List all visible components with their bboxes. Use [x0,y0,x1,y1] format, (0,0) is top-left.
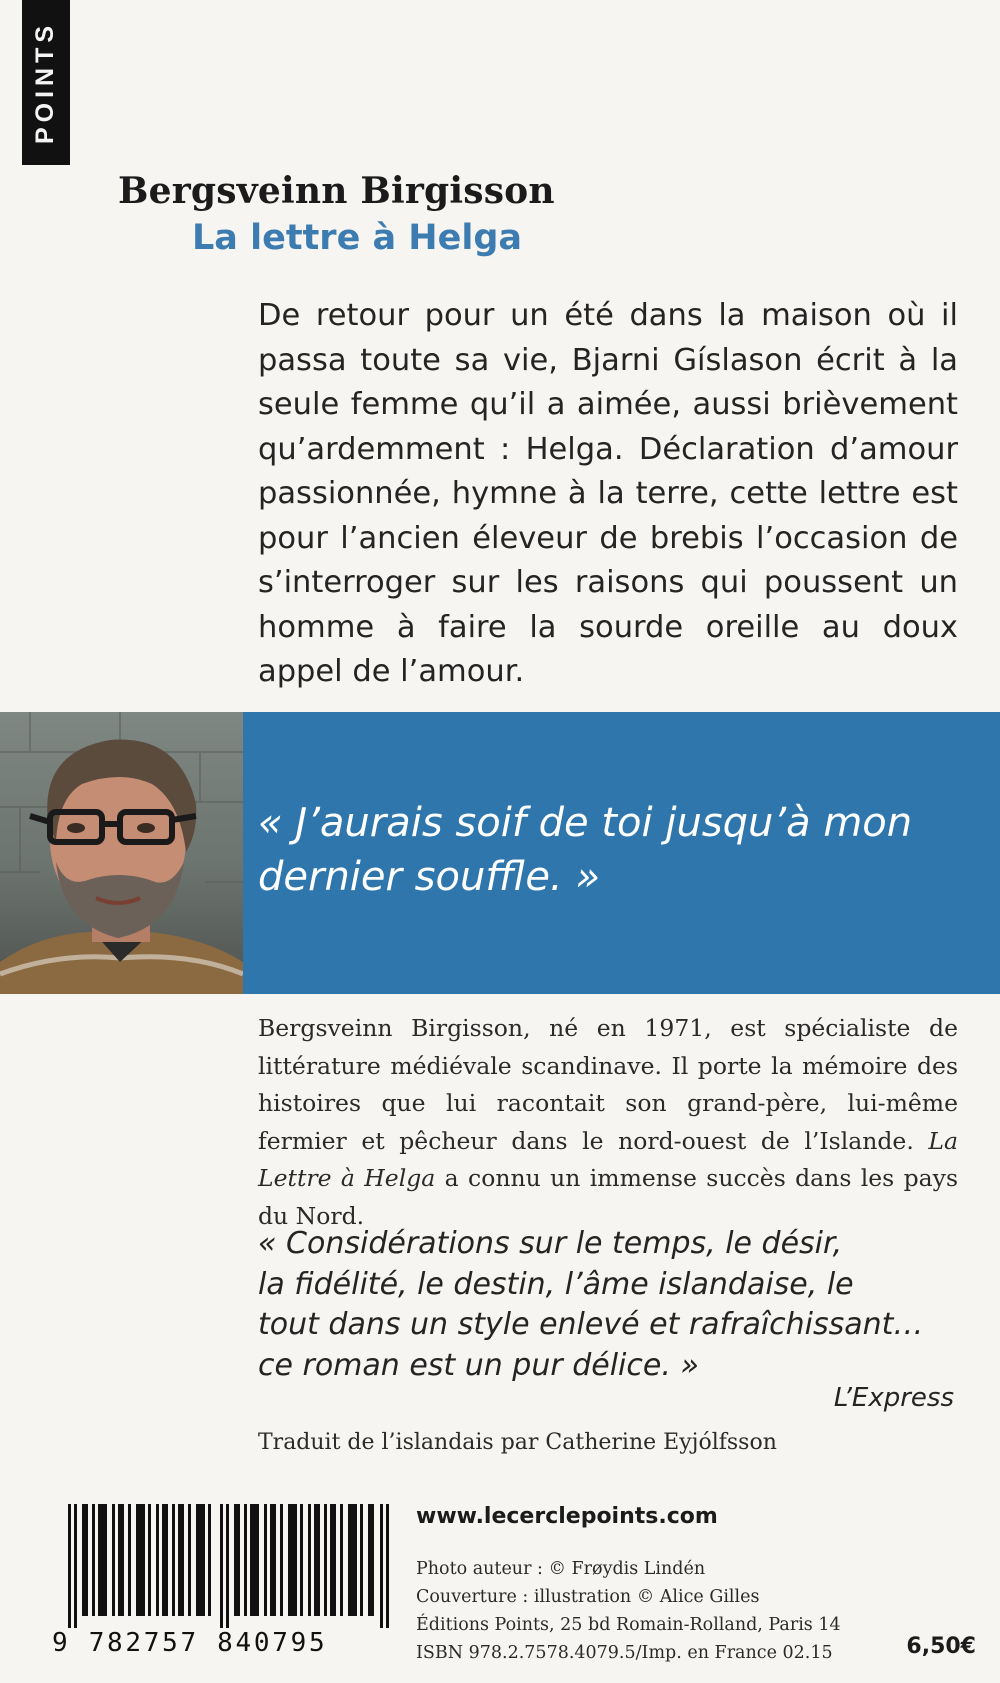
price-label: 6,50€ [906,1634,976,1659]
publisher-address: Éditions Points, 25 bd Romain-Rolland, Paris 14 [416,1615,841,1635]
author-bio-text-end: a connu un immense succès dans les pays du Nord. [258,1164,958,1230]
cover-credit: Couverture : illustration © Alice Gilles [416,1587,760,1607]
translator-credit: Traduit de l’islandais par Catherine Eyjólfsson [258,1430,777,1455]
author-bio [258,1010,958,1235]
press-quote-line-3: tout dans un style enlevé et rafraîchissant… [258,1307,924,1342]
press-quote-line-2: la fidélité, le destin, l’âme islandaise, le [258,1266,854,1302]
author-bio-book-reference: La Lettre à Helga [258,1126,958,1192]
pull-quote-line-2: dernier souffle. » [258,854,601,900]
isbn-barcode [52,1504,392,1662]
publication-credits [416,1555,856,1667]
press-quote [258,1224,958,1386]
book-blurb: De retour pour un été dans la maison où il passa toute sa vie, Bjarni Gíslason écrit à la seule femme qu’il a aimée, aussi brièvement qu’ardemment : Helga. Déclaration d’amour passionnée, hymne à la terre, cette lettre est pour l’ancien éleveur de brebis l’occasion de s’interroger sur les raisons qui poussent un homme à faire la sourde oreille au doux appel de l’amour. [258,298,958,689]
quote-band [0,712,1000,994]
press-quote-line-4: ce roman est un pur délice. » [258,1347,699,1383]
press-quote-source: L’Express [833,1383,954,1413]
pull-quote [258,796,958,904]
photo-credit: Photo auteur : © Frøydis Lindén [416,1559,706,1579]
isbn-text: ISBN 978.2.7578.4079.5/Imp. en France 02.15 [416,1643,833,1663]
barcode-digits: 9 782757 840795 [52,1628,328,1658]
points-brand-tab [22,0,70,165]
press-quote-line-1: « Considérations sur le temps, le désir, [258,1226,843,1261]
points-logo: POINTS [31,20,60,145]
author-photo [0,712,243,994]
book-title: La lettre à Helga [192,218,522,258]
publisher-website-link[interactable]: www.lecerclepoints.com [416,1504,718,1529]
author-bio-text: Bergsveinn Birgisson, né en 1971, est spécialiste de littérature médiévale scandinave. Il porte la mémoire des histoires que lui racontait son grand-père, lui-même fermier et pêcheur dans le nord-ouest de l’Islande. [258,1014,958,1155]
author-portrait-illustration [0,712,243,994]
author-name: Bergsveinn Birgisson [118,170,555,212]
pull-quote-line-1: « J’aurais soif de toi jusqu’à mon [258,800,913,846]
barcode-bars [68,1504,392,1628]
